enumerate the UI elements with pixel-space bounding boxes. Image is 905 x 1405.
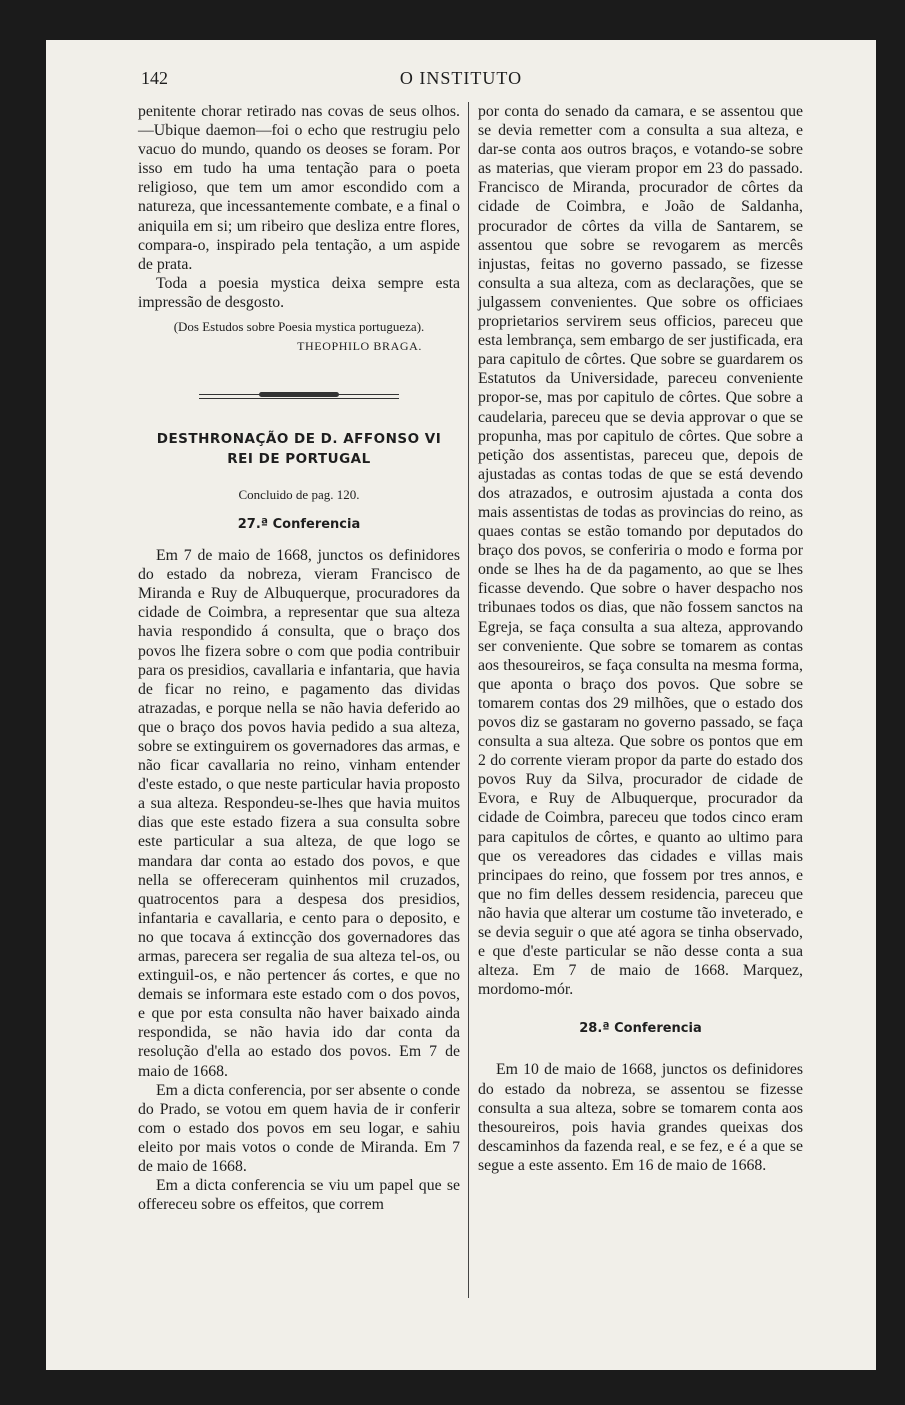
paragraph-poetry: penitente chorar retirado nas covas de seus olhos.—Ubique daemon—foi o echo que restrugiu pelo vacuo do mundo, quando os deoses se foram. Por isso em tudo ha uma tentação para o poeta religioso, que tem um amor escondido com a natureza, que incessantemente combate, e a final o aniquila em si; um ribeiro que desliza entre flores, compara-o, inspirado pela tentação, a um aspide de prata.	[138, 103, 460, 273]
author-signature: THEOPHILO BRAGA.	[297, 339, 422, 354]
paragraph-papel: Em a dicta conferencia se viu um papel que se offereceu sobre os effeitos, que correm	[138, 1177, 460, 1214]
running-header	[46, 68, 876, 92]
left-column	[138, 102, 460, 1214]
paragraph-conference-27: Em 7 de maio de 1668, junctos os definidores do estado da nobreza, vieram Francisco de Miranda e Ruy de Albuquerque, procuradores da cidade de Coimbra, a representar que sua alteza havia respondido á consulta, que o braço dos povos lhe fizera sobre o com que podia contribuir para os presidios, cavallaria e infantaria, que havia de ficar no reino, e pagamento das dividas atrazadas, e porque nella se não havia deferido ao que o braço dos povos havia pedido a sua alteza, sobre se extinguirem os governadores das armas, e não ficar cavallaria no reino, vinham entender d'este estado, o que neste particular havia proposto a sua alteza. Respondeu-se-lhes que havia muitos dias que este estado fizera a sua consulta sobre este particular a sua alteza, de que logo se mandara dar conta ao estado dos povos, e que nella se offereceram quinhentos mil cruzados, quatrocentos para a despesa dos presidios, infantaria e cavallaria, e cento para o deposito, e no que tocava á extincção dos governadores das armas, parecera ser regalia de sua alteza tel-os, ou extinguil-os, e não pertencer ás cortes, e que no demais se informara este estado com o dos povos, e que por esta consulta não haver baixado ainda respondida, se não havia ido dar conta da resolução d'ella ao estado dos povos. Em 7 de maio de 1668.	[138, 547, 460, 1080]
column-divider	[468, 102, 469, 1298]
paragraph-conference-28: Em 10 de maio de 1668, junctos os definidores do estado da nobreza, se assentou se fizesse consulta a sua alteza, sobre se tomarem conta aos thesoureiros, pois havia grandes queixas dos descaminhos da fazenda real, e se fez, e é a que se segue a este assento. Em 16 de maio de 1668.	[478, 1061, 803, 1174]
journal-title: O INSTITUTO	[399, 68, 523, 88]
continuation-note: Concluido de pag. 120.	[238, 487, 360, 503]
source-citation: (Dos Estudos sobre Poesia mystica portugueza).	[173, 319, 425, 335]
paragraph-continuation: por conta do senado da camara, e se assentou que se devia remetter com a consulta a sua alteza, e dar-se conta aos outros braços, e votando-se sobre as materias, que vieram propor em 23 do passado. Francisco de Miranda, procurador de côrtes da cidade de Coimbra, e João de Saldanha, procurador de côrtes da villa de Santarem, se assentou que sobre se revogarem as mercês injustas, feitas no governo passado, se fizesse consulta a sua alteza, com as declarações, que se julgassem convenientes. Que sobre os officiaes proprietarios servirem seus officios, pareceu que esta lembrança, sem embargo de ser justificada, era para capitulo de côrtes. Que sobre se guardarem os Estatutos da Universidade, pareceu conveniente propor-se, mas por capitulo de côrtes. Que sobre a caudelaria, pareceu que se devia approvar o que se propunha, mas por capitulo de côrtes. Que sobre a petição dos assentistas, pareceu que, depois de ajustadas as contas todas de que se está devendo dos atrazados, e outrosim ajustada a conta dos mais assentistas de todas as provincias do reino, as quaes contas se estão tomando por deputados do braço dos povos, se conferiria o modo e forma por onde se lhes ha de da pagamento, ao que se lhes ficasse devendo. Que sobre o haver despacho nos tribunaes todos os dias, que não fossem sanctos na Egreja, se faça consulta a sua alteza, approvando ser conveniente. Que sobre se tomarem as contas aos thesoureiros, se faça consulta na mesma forma, que aponta o braço dos povos. Que sobre se tomarem contas dos 29 milhões, que o estado dos povos diz se gastaram no governo passado, se faça consulta a sua alteza. Que sobre os pontos que em 2 do corrente vieram propor da parte do estado dos povos Ruy da Silva, procurador de cidade de Evora, e Ruy de Albuquerque, procurador da cidade de Coimbra, pareceu que todos cinco eram para capitulos de côrtes, e quanto ao ultimo para que os vereadores das cidades e villas mais principaes do reino, que fossem por tres annos, e que no fim delles dessem residencia, pareceu que não havia que alterar um costume tão inveterado, e se devia seguir o que até agora se tinha observado, e que d'este particular se não desse conta a sua alteza. Em 7 de maio de 1668. Marquez, mordomo-mór.	[478, 103, 803, 999]
article-title-line-2: REI DE PORTUGAL	[227, 451, 371, 468]
section-ornament-divider	[199, 389, 399, 403]
paragraph-conde-do-prado: Em a dicta conferencia, por ser absente o conde do Prado, se votou em quem havia de ir conferir com o estado dos povos em seu logar, e sahiu eleito por mais votos o conde de Miranda. Em 7 de maio de 1668.	[138, 1081, 460, 1176]
conference-heading-28: 28.ª Conferencia	[579, 1021, 702, 1037]
page-number: 142	[141, 68, 168, 88]
article-title-line-1: DESTHRONAÇÃO DE D. AFFONSO VI	[156, 431, 442, 448]
paragraph-conclusion: Toda a poesia mystica deixa sempre esta impressão de desgosto.	[138, 274, 460, 311]
page-sheet	[46, 40, 876, 1370]
right-column	[478, 102, 803, 1175]
conference-heading-27: 27.ª Conferencia	[237, 517, 361, 533]
